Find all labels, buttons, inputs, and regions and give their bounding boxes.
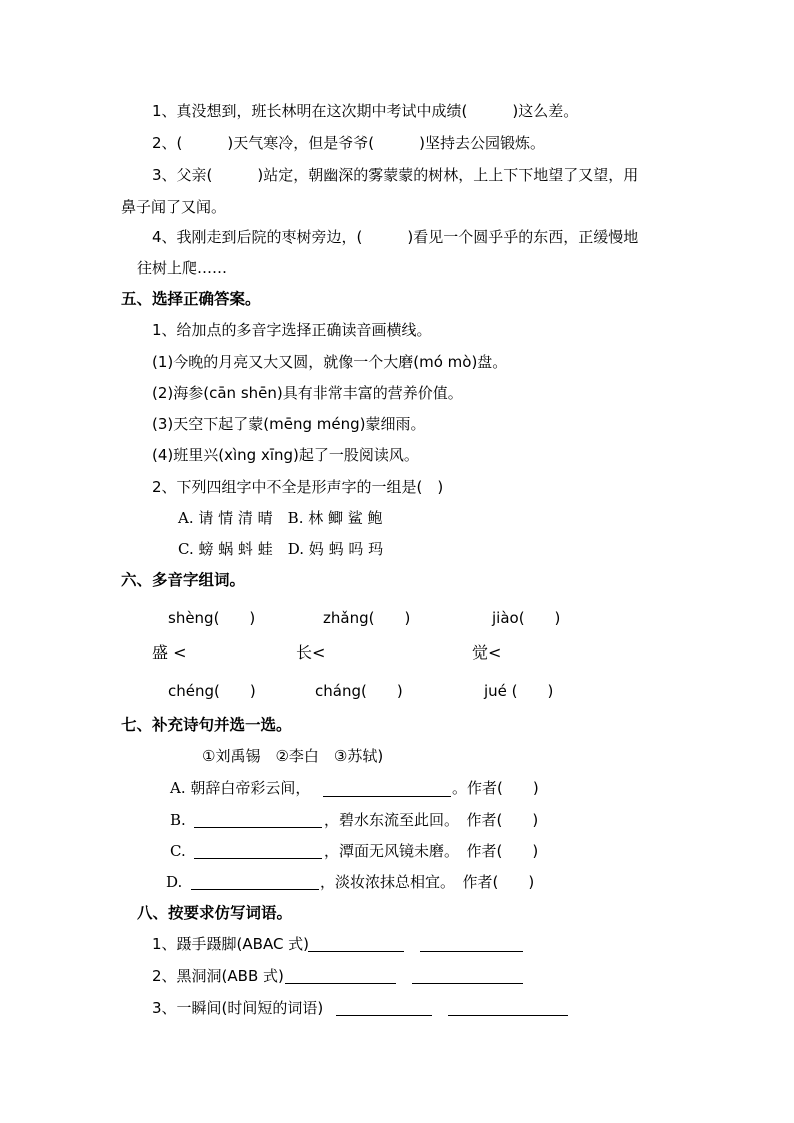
section5-q2: 2、下列四组字中不全是形声字的一组是( ): [152, 478, 444, 496]
poem-c-suffix: ，潭面无风镜未磨。 作者( ): [324, 842, 539, 860]
section5-item-4: (4)班里兴(xìng xīng)起了一股阅读风。: [152, 446, 419, 464]
fill-question-3-cont: 鼻子闻了又闻。: [121, 198, 227, 216]
section8-title: 八、按要求仿写词语。: [137, 904, 293, 922]
polyphone-jiao: jiào( ): [492, 609, 561, 627]
polyphone-sheng: shèng( ): [168, 609, 256, 627]
author-options: ①刘禹锡 ②李白 ③苏轼): [202, 747, 384, 765]
poem-d-blank[interactable]: [191, 889, 319, 890]
imitate-2-blank-2[interactable]: [412, 983, 523, 984]
polyphone-jue: jué ( ): [484, 682, 554, 700]
imitate-item-3: 3、一瞬间(时间短的词语): [152, 999, 324, 1017]
imitate-1-blank-1[interactable]: [308, 951, 404, 952]
imitate-2-blank-1[interactable]: [285, 983, 396, 984]
imitate-item-2: 2、黑洞洞(ABB 式): [152, 967, 284, 985]
section5-item-3: (3)天空下起了蒙(mēng méng)蒙细雨。: [152, 415, 426, 433]
fill-question-4-cont: 往树上爬……: [137, 259, 228, 277]
section7-title: 七、补充诗句并选一选。: [121, 716, 292, 734]
fill-question-2: 2、( )天气寒冷，但是爷爷( )坚持去公园锻炼。: [152, 134, 545, 152]
poem-b-prefix: B.: [170, 811, 186, 829]
polyphone-chang: cháng( ): [315, 682, 403, 700]
poem-b-blank[interactable]: [194, 827, 322, 828]
polyphone-cheng: chéng( ): [168, 682, 256, 700]
polyphone-char-jue: 觉<: [472, 643, 502, 662]
section6-title: 六、多音字组词。: [121, 571, 246, 589]
section5-options-ab: A. 请 情 清 晴 B. 林 鲫 鲨 鲍: [178, 509, 383, 527]
section5-q1: 1、给加点的多音字选择正确读音画横线。: [152, 321, 432, 339]
poem-a-suffix: 。作者( ): [452, 779, 539, 797]
poem-b-suffix: ，碧水东流至此回。 作者( ): [324, 811, 539, 829]
imitate-3-blank-2[interactable]: [448, 1015, 568, 1016]
poem-c-prefix: C.: [170, 842, 186, 860]
imitate-1-blank-2[interactable]: [420, 951, 523, 952]
fill-question-4: 4、我刚走到后院的枣树旁边，( )看见一个圆乎乎的东西，正缓慢地: [152, 228, 639, 246]
poem-c-blank[interactable]: [194, 858, 322, 859]
polyphone-char-zhang: 长<: [296, 643, 326, 662]
section5-item-1: (1)今晚的月亮又大又圆，就像一个大磨(mó mò)盘。: [152, 353, 508, 371]
imitate-item-1: 1、蹑手蹑脚(ABAC 式): [152, 935, 310, 953]
poem-d-prefix: D.: [166, 873, 183, 891]
polyphone-char-sheng: 盛 <: [152, 643, 187, 662]
fill-question-3: 3、父亲( )站定，朝幽深的雾蒙蒙的树林，上上下下地望了又望，用: [152, 166, 639, 184]
poem-a-prefix: A. 朝辞白帝彩云间，: [170, 779, 311, 797]
poem-d-suffix: ，淡妆浓抹总相宜。 作者( ): [320, 873, 535, 891]
fill-question-1: 1、真没想到，班长林明在这次期中考试中成绩( )这么差。: [152, 102, 579, 120]
imitate-3-blank-1[interactable]: [336, 1015, 432, 1016]
section5-title: 五、选择正确答案。: [121, 290, 261, 308]
polyphone-zhang: zhǎng( ): [323, 609, 411, 627]
poem-a-blank[interactable]: [323, 796, 451, 797]
section5-item-2: (2)海参(cān shēn)具有非常丰富的营养价值。: [152, 384, 463, 402]
section5-options-cd: C. 螃 蜗 蚪 蛙 D. 妈 蚂 吗 玛: [178, 540, 384, 558]
